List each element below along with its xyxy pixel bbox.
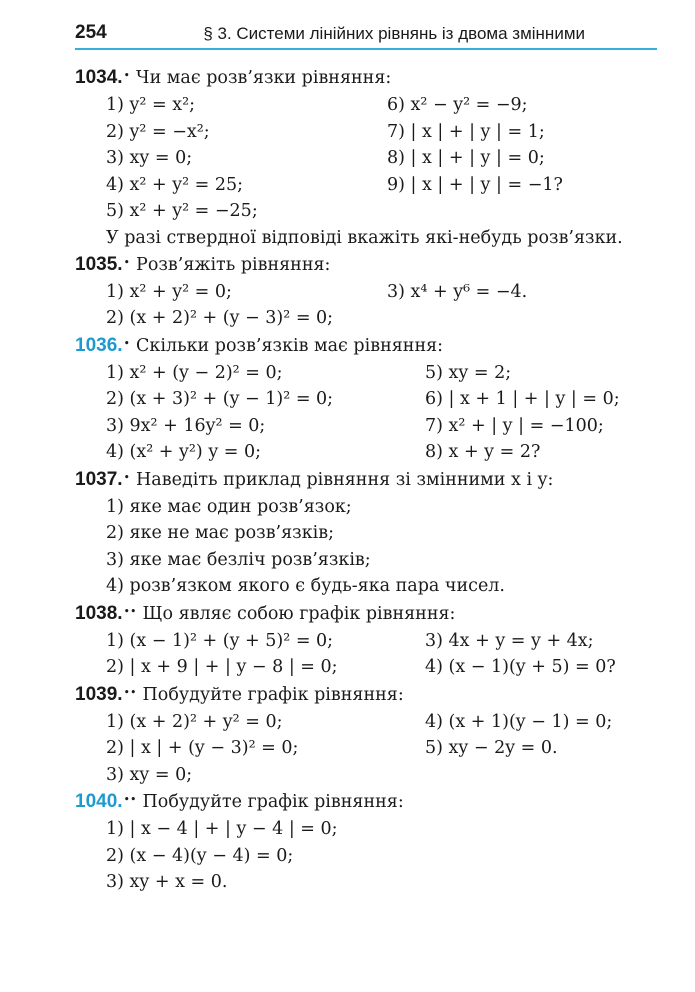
equation-item: 5) xy − 2y = 0. — [425, 738, 558, 758]
problem-5 — [75, 600, 660, 681]
equation-row — [75, 439, 660, 466]
equation-item: 1) (x + 2)² + y² = 0; — [106, 711, 283, 732]
equation-item: 5) x² + y² = −25; — [106, 201, 258, 221]
equation-row — [75, 843, 660, 870]
equation-row — [75, 762, 660, 789]
problem-heading — [75, 466, 660, 494]
equation-item: 3) 9x² + 16y² = 0; — [106, 415, 266, 436]
equation-item: 7) | x | + | y | = 1; — [387, 121, 545, 142]
problem-title: Побудуйте графік рівняння: — [142, 792, 404, 812]
difficulty-marker: • — [123, 336, 131, 350]
equation-item: 7) x² + | y | = −100; — [425, 415, 604, 436]
problem-heading — [75, 600, 660, 628]
equation-item: 3) xy + x = 0. — [106, 872, 228, 892]
equation-row — [75, 279, 660, 306]
equation-item: 6) x² − y² = −9; — [387, 95, 528, 115]
section-title: § 3. Системи лінійних рівнянь із двома змінними — [203, 24, 585, 43]
equation-item: 8) x + y = 2? — [425, 442, 541, 462]
equation-row — [75, 119, 660, 146]
difficulty-marker: •• — [123, 793, 137, 806]
difficulty-marker: • — [123, 69, 131, 82]
problem-title: Побудуйте графік рівняння: — [142, 684, 404, 705]
problem-number: 1040. — [75, 791, 123, 812]
equation-item: 2) яке не має розв’язків; — [106, 523, 334, 543]
equation-item: 3) xy = 0; — [106, 764, 193, 785]
problem-1 — [75, 64, 660, 251]
equation-item: 3) 4x + y = y + 4x; — [425, 630, 594, 651]
problem-number: 1038. — [75, 602, 123, 624]
equation-item: 1) y² = x²; — [106, 95, 195, 115]
problem-4 — [75, 466, 660, 600]
equation-row — [75, 305, 660, 332]
equation-item: 3) xy = 0; — [106, 148, 193, 168]
equation-row — [75, 547, 660, 574]
equation-row — [75, 494, 660, 521]
equation-row — [75, 573, 660, 600]
page-number: 254 — [75, 22, 107, 43]
equation-item: 3) яке має безліч розв’язків; — [106, 549, 371, 570]
equation-row — [75, 413, 660, 440]
equation-item: 1) яке має один розв’язок; — [106, 496, 352, 517]
equation-item: 2) | x | + (y − 3)² = 0; — [106, 738, 299, 758]
equation-item: 8) | x | + | y | = 0; — [387, 148, 545, 168]
difficulty-marker: •• — [123, 685, 137, 699]
problem-6 — [75, 681, 660, 789]
problem-heading — [75, 64, 660, 92]
equation-row — [75, 709, 660, 736]
equation-item: 1) (x − 1)² + (y + 5)² = 0; — [106, 630, 334, 651]
equation-row — [75, 386, 660, 413]
problem-2 — [75, 251, 660, 332]
problem-heading — [75, 681, 660, 709]
equation-item: 1) x² + y² = 0; — [106, 281, 232, 302]
equation-item: 4) (x + 1)(y − 1) = 0; — [425, 711, 613, 732]
difficulty-marker: •• — [123, 604, 137, 618]
equation-row — [75, 172, 660, 199]
problem-3 — [75, 332, 660, 466]
difficulty-marker: • — [123, 470, 131, 484]
equation-item: 4) (x² + y²) y = 0; — [106, 442, 262, 462]
equation-row — [75, 628, 660, 655]
equation-row — [75, 869, 660, 896]
equation-row — [75, 145, 660, 172]
equation-item: 4) x² + y² = 25; — [106, 174, 244, 195]
equation-item: 2) | x + 9 | + | y − 8 | = 0; — [106, 657, 338, 677]
problem-number: 1039. — [75, 683, 123, 705]
equation-item: 4) розв’язком якого є будь-яка пара чисел. — [106, 576, 505, 596]
problem-7 — [75, 788, 660, 896]
problem-heading — [75, 332, 660, 360]
equation-row — [75, 816, 660, 843]
equation-item: 1) x² + (y − 2)² = 0; — [106, 362, 283, 383]
problem-number: 1035. — [75, 253, 123, 275]
equation-row — [75, 654, 660, 681]
problem-heading — [75, 788, 660, 816]
problem-title: Наведіть приклад рівняння зі змінними x і y: — [136, 469, 554, 490]
equation-item: 5) xy = 2; — [425, 362, 512, 383]
equation-row — [75, 92, 660, 119]
equation-item: 4) (x − 1)(y + 5) = 0? — [425, 657, 616, 677]
problem-note: У разі ствердної відповіді вкажіть які-небудь розв’язки. — [106, 227, 623, 248]
problem-number: 1037. — [75, 468, 123, 490]
equation-item: 3) x⁴ + y⁶ = −4. — [387, 281, 528, 302]
equation-row — [75, 520, 660, 547]
problem-heading — [75, 251, 660, 279]
problem-title: Що являє собою графік рівняння: — [142, 603, 456, 624]
problem-number: 1034. — [75, 67, 123, 88]
problem-title: Розв’яжіть рівняння: — [136, 254, 331, 275]
page-header — [75, 14, 657, 50]
equation-item: 2) (x + 3)² + (y − 1)² = 0; — [106, 389, 334, 409]
equation-item: 6) | x + 1 | + | y | = 0; — [425, 389, 620, 409]
problem-title: Чи має розв’язки рівняння: — [136, 68, 392, 88]
equation-item: 2) y² = −x²; — [106, 121, 210, 142]
problem-title: Скільки розв’язків має рівняння: — [136, 335, 444, 356]
equation-item: 1) | x − 4 | + | y − 4 | = 0; — [106, 819, 338, 839]
problem-number: 1036. — [75, 334, 123, 356]
equation-row — [75, 360, 660, 387]
difficulty-marker: • — [123, 255, 131, 269]
equation-item: 2) (x + 2)² + (y − 3)² = 0; — [106, 308, 334, 328]
equation-item: 2) (x − 4)(y − 4) = 0; — [106, 845, 294, 866]
problem-list — [75, 64, 660, 896]
equation-row — [75, 198, 660, 225]
equation-item: 9) | x | + | y | = −1? — [387, 174, 563, 195]
equation-row — [75, 735, 660, 762]
